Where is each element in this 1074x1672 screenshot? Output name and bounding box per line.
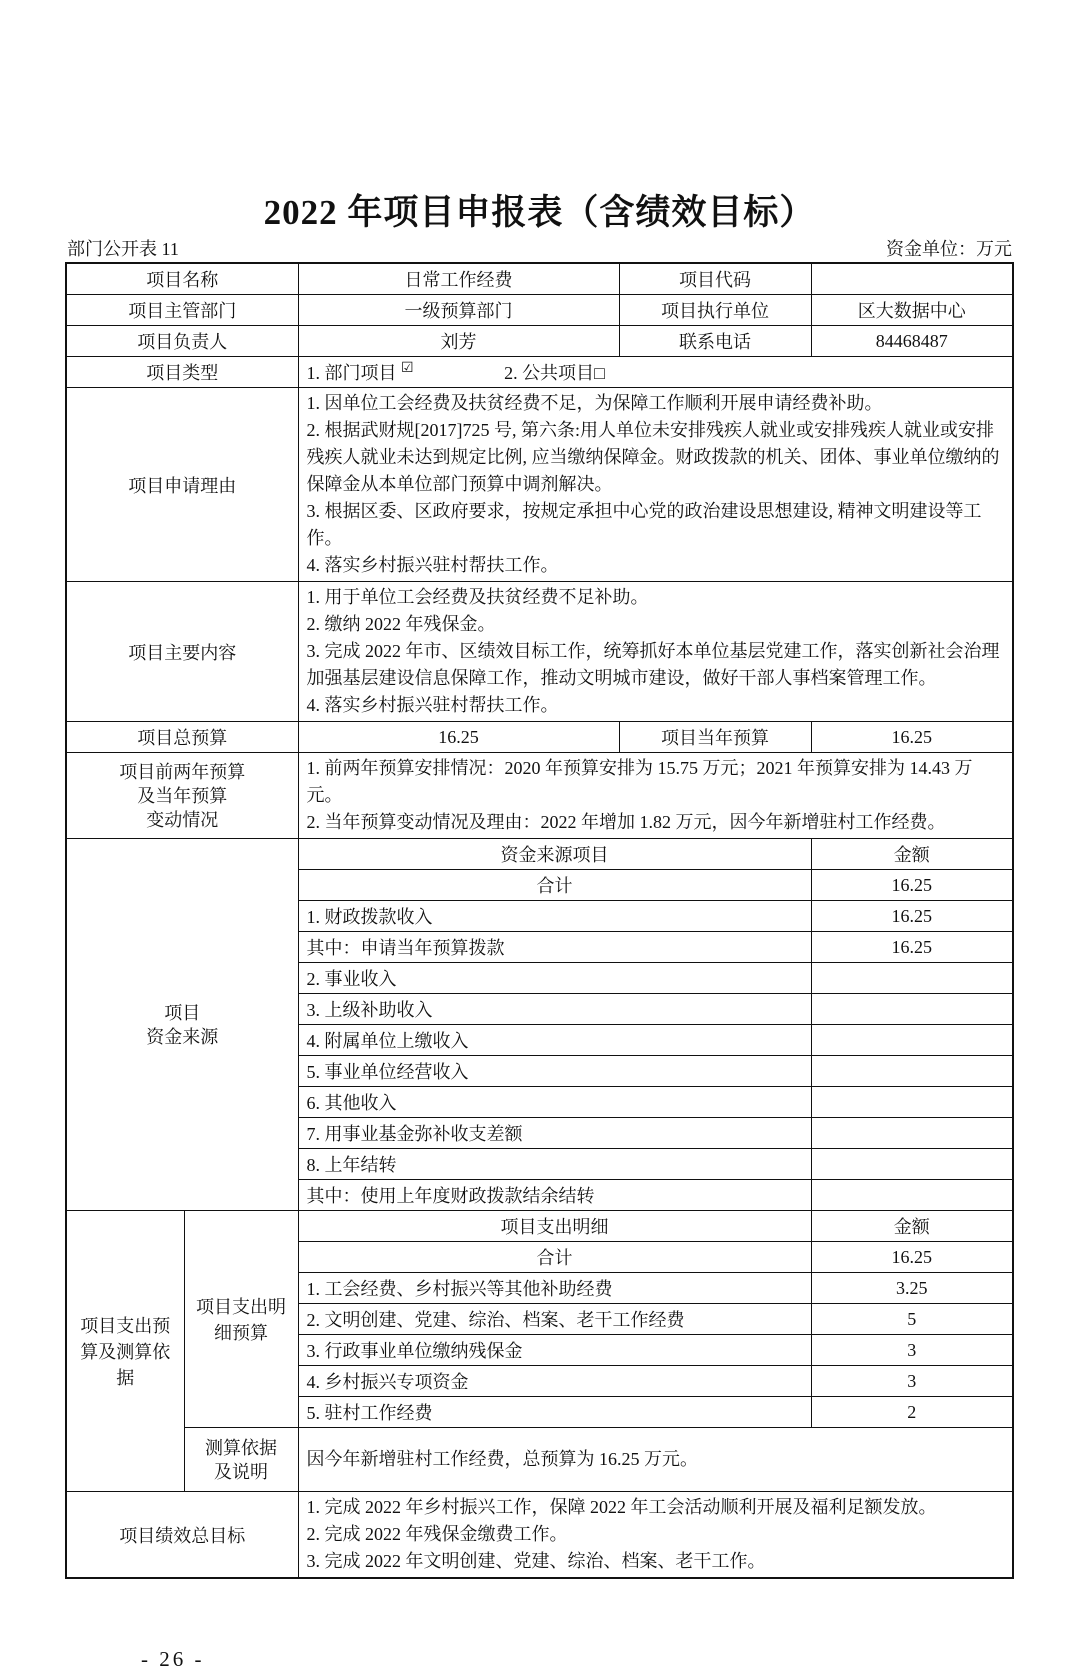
field-value-current-year-budget: 16.25 bbox=[811, 722, 1013, 753]
funding-row-name: 5. 事业单位经营收入 bbox=[298, 1056, 811, 1087]
page-number: - 26 - bbox=[141, 1647, 205, 1671]
field-value-project-name: 日常工作经费 bbox=[298, 263, 619, 295]
performance-goal-line: 1. 完成 2022 年乡村振兴工作，保障 2022 年工会活动顺利开展及福利足额发放。 bbox=[306, 1497, 937, 1517]
field-label-project-type: 项目类型 bbox=[66, 357, 298, 388]
table-row bbox=[66, 582, 1013, 722]
main-content-line: 4. 落实乡村振兴驻村帮扶工作。 bbox=[306, 695, 559, 715]
table-row bbox=[66, 839, 1013, 870]
table-row bbox=[66, 1492, 1013, 1579]
funding-row-amount bbox=[811, 994, 1013, 1025]
funding-row-name: 其中：申请当年预算拨款 bbox=[298, 932, 811, 963]
expenditure-row-amount: 3.25 bbox=[811, 1273, 1013, 1304]
expenditure-header-name: 项目支出明细 bbox=[298, 1211, 811, 1242]
table-row bbox=[66, 295, 1013, 326]
funding-row-name: 3. 上级补助收入 bbox=[298, 994, 811, 1025]
field-label-supervising-dept: 项目主管部门 bbox=[66, 295, 298, 326]
funding-row-amount: 16.25 bbox=[811, 870, 1013, 901]
performance-goal-line: 2. 完成 2022 年残保金缴费工作。 bbox=[306, 1524, 568, 1544]
field-value-supervising-dept: 一级预算部门 bbox=[298, 295, 619, 326]
table-row bbox=[66, 357, 1013, 388]
funding-row-name: 4. 附属单位上缴收入 bbox=[298, 1025, 811, 1056]
label-line: 及说明 bbox=[214, 1461, 268, 1482]
calc-basis-line: 因今年新增驻村工作经费，总预算为 16.25 万元。 bbox=[306, 1449, 698, 1469]
field-label-performance-goal: 项目绩效总目标 bbox=[66, 1492, 298, 1579]
doc-label: 部门公开表 11 bbox=[67, 239, 179, 259]
funding-header-amount: 金额 bbox=[811, 839, 1013, 870]
field-value-total-budget: 16.25 bbox=[298, 722, 619, 753]
expenditure-row-name: 5. 驻村工作经费 bbox=[298, 1397, 811, 1428]
expenditure-header-amount: 金额 bbox=[811, 1211, 1013, 1242]
field-value-project-code bbox=[811, 263, 1013, 295]
label-line: 项目前两年预算 bbox=[119, 761, 246, 782]
funding-row-amount bbox=[811, 1087, 1013, 1118]
field-label-calc-basis bbox=[184, 1428, 298, 1492]
option-department-project bbox=[307, 363, 414, 383]
apply-reason-line: 4. 落实乡村振兴驻村帮扶工作。 bbox=[306, 555, 559, 575]
calc-basis-content bbox=[298, 1428, 1013, 1492]
project-type-options bbox=[298, 357, 1013, 388]
funding-row-amount: 16.25 bbox=[811, 901, 1013, 932]
funding-row-amount: 16.25 bbox=[811, 932, 1013, 963]
label-line: 及当年预算 bbox=[137, 785, 228, 806]
budget-history-line: 2. 当年预算变动情况及理由：2022 年增加 1.82 万元，因今年新增驻村工作经费。 bbox=[306, 812, 946, 832]
field-label-project-name: 项目名称 bbox=[66, 263, 298, 295]
funding-row-name: 6. 其他收入 bbox=[298, 1087, 811, 1118]
performance-goal-line: 3. 完成 2022 年文明创建、党建、综治、档案、老干工作。 bbox=[306, 1551, 766, 1571]
label-line: 测算依据 bbox=[205, 1437, 277, 1458]
funding-row-name: 合计 bbox=[298, 870, 811, 901]
funding-row-name: 其中：使用上年度财政拨款结余结转 bbox=[298, 1180, 811, 1211]
field-label-total-budget: 项目总预算 bbox=[66, 722, 298, 753]
expenditure-row-name: 合计 bbox=[298, 1242, 811, 1273]
field-value-project-leader: 刘芳 bbox=[298, 326, 619, 357]
field-label-phone: 联系电话 bbox=[619, 326, 811, 357]
application-form-table bbox=[65, 262, 1014, 1579]
apply-reason-line: 2. 根据武财规[2017]725 号, 第六条:用人单位未安排残疾人就业或安排残疾人就业或安排残疾人就业未达到规定比例, 应当缴纳保障金。财政拨款的机关、团体、事业单位缴纳的保障金从本单位部门预算中调剂解决。 bbox=[306, 420, 1000, 494]
expenditure-row-name: 1. 工会经费、乡村振兴等其他补助经费 bbox=[298, 1273, 811, 1304]
expenditure-row-amount: 2 bbox=[811, 1397, 1013, 1428]
expenditure-row-name: 3. 行政事业单位缴纳残保金 bbox=[298, 1335, 811, 1366]
field-label-apply-reason: 项目申请理由 bbox=[66, 388, 298, 582]
budget-history-content bbox=[298, 753, 1013, 839]
field-label-executing-unit: 项目执行单位 bbox=[619, 295, 811, 326]
field-value-phone: 84468487 bbox=[811, 326, 1013, 357]
main-content-content bbox=[298, 582, 1013, 722]
checked-checkbox-icon: ☑ bbox=[401, 361, 414, 376]
expenditure-row-amount: 3 bbox=[811, 1335, 1013, 1366]
funding-row-name: 1. 财政拨款收入 bbox=[298, 901, 811, 932]
field-label-project-leader: 项目负责人 bbox=[66, 326, 298, 357]
table-row bbox=[66, 263, 1013, 295]
expenditure-row-name: 2. 文明创建、党建、综治、档案、老干工作经费 bbox=[298, 1304, 811, 1335]
field-label-main-content: 项目主要内容 bbox=[66, 582, 298, 722]
funding-row-amount bbox=[811, 1118, 1013, 1149]
meta-row bbox=[65, 236, 1014, 262]
expenditure-row-amount: 3 bbox=[811, 1366, 1013, 1397]
label-line: 项目 bbox=[164, 1002, 201, 1023]
table-row bbox=[66, 388, 1013, 582]
table-row bbox=[66, 1211, 1013, 1242]
main-content-line: 1. 用于单位工会经费及扶贫经费不足补助。 bbox=[306, 587, 649, 607]
table-row bbox=[66, 722, 1013, 753]
table-row bbox=[66, 1428, 1013, 1492]
expenditure-row-amount: 16.25 bbox=[811, 1242, 1013, 1273]
apply-reason-content bbox=[298, 388, 1013, 582]
funding-row-name: 7. 用事业基金弥补收支差额 bbox=[298, 1118, 811, 1149]
field-value-executing-unit: 区大数据中心 bbox=[811, 295, 1013, 326]
field-label-current-year-budget: 项目当年预算 bbox=[619, 722, 811, 753]
field-label-expenditure-section: 项目支出预算及测算依据 bbox=[66, 1211, 184, 1492]
funding-row-name: 8. 上年结转 bbox=[298, 1149, 811, 1180]
funding-header-name: 资金来源项目 bbox=[298, 839, 811, 870]
unit-label: 资金单位：万元 bbox=[886, 239, 1012, 259]
option-label: 2. 公共项目 bbox=[504, 363, 595, 383]
label-line: 变动情况 bbox=[146, 809, 219, 830]
option-public-project bbox=[504, 363, 605, 383]
empty-checkbox-icon: □ bbox=[594, 363, 605, 383]
apply-reason-line: 1. 因单位工会经费及扶贫经费不足，为保障工作顺利开展申请经费补助。 bbox=[306, 393, 883, 413]
label-line: 资金来源 bbox=[146, 1026, 219, 1047]
budget-history-line: 1. 前两年预算安排情况：2020 年预算安排为 15.75 万元；2021 年预算安排为 14.43 万元。 bbox=[306, 758, 973, 805]
option-label: 1. 部门项目 bbox=[306, 363, 401, 383]
field-label-project-code: 项目代码 bbox=[619, 263, 811, 295]
table-row bbox=[66, 753, 1013, 839]
expenditure-row-amount: 5 bbox=[811, 1304, 1013, 1335]
performance-goal-content bbox=[298, 1492, 1013, 1579]
funding-row-amount bbox=[811, 1180, 1013, 1211]
main-content-line: 2. 缴纳 2022 年残保金。 bbox=[306, 614, 496, 634]
page-title: 2022 年项目申报表（含绩效目标） bbox=[263, 193, 816, 232]
table-row bbox=[66, 326, 1013, 357]
funding-row-amount bbox=[811, 963, 1013, 994]
expenditure-row-name: 4. 乡村振兴专项资金 bbox=[298, 1366, 811, 1397]
field-label-expenditure-detail: 项目支出明细预算 bbox=[184, 1211, 298, 1428]
main-content-line: 3. 完成 2022 年市、区绩效目标工作，统筹抓好本单位基层党建工作，落实创新社会治理加强基层建设信息保障工作，推动文明城市建设，做好干部人事档案管理工作。 bbox=[306, 641, 1000, 688]
funding-row-amount bbox=[811, 1149, 1013, 1180]
funding-row-name: 2. 事业收入 bbox=[298, 963, 811, 994]
field-label-funding-source bbox=[66, 839, 298, 1211]
field-label-budget-history bbox=[66, 753, 298, 839]
funding-row-amount bbox=[811, 1056, 1013, 1087]
apply-reason-line: 3. 根据区委、区政府要求，按规定承担中心党的政治建设思想建设, 精神文明建设等工作。 bbox=[306, 501, 982, 548]
funding-row-amount bbox=[811, 1025, 1013, 1056]
